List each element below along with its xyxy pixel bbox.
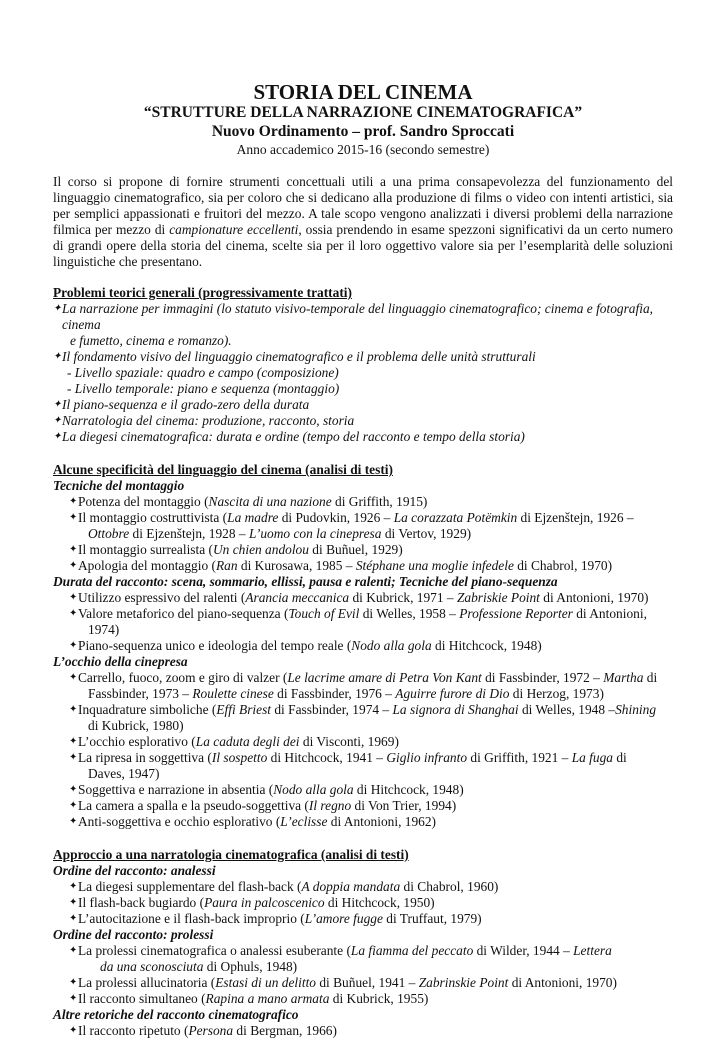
film-title: Effi Briest (216, 702, 272, 717)
film-title: Nascita di una nazione (208, 494, 332, 509)
academic-year: Anno accademico 2015-16 (secondo semestre) (236, 142, 490, 157)
item-text: Fassbinder, 1973 – (88, 686, 193, 701)
list-item (53, 542, 673, 558)
item-text: di Kurosawa, 1985 – (237, 558, 356, 573)
bullet-icon: ✦ (69, 784, 78, 795)
prolepsis-list (53, 943, 673, 1007)
item-text: Piano-sequenza unico e ideologia del tempo reale ( (78, 638, 352, 653)
item-text: di Buñuel, 1929) (308, 542, 403, 557)
item-text: La narrazione per immagini (lo statuto visivo-temporale del linguaggio cinematografico; cinema e fotografia, cinema (62, 301, 653, 332)
bullet-icon: ✦ (69, 592, 78, 603)
item-text: di Antonioni, 1970) (539, 590, 649, 605)
item-text: di Antonioni, (572, 606, 647, 621)
bullet-icon: ✦ (69, 993, 78, 1004)
item-text: di Griffith, 1915) (331, 494, 428, 509)
film-title: Il regno (308, 798, 352, 813)
item-text: di Hitchcock, 1948) (353, 782, 464, 797)
film-title: La madre (227, 510, 279, 525)
item-text: Potenza del montaggio ( (78, 494, 209, 509)
bullet-icon: ✦ (53, 303, 62, 314)
item-continued: 1974) (88, 622, 120, 637)
item-text: di Ejzenštejn, 1926 – (517, 510, 634, 525)
theory-list (53, 301, 673, 445)
bullet-icon: ✦ (69, 672, 78, 683)
course-subtitle: “STRUTTURE DELLA NARRAZIONE CINEMATOGRAFICA” (143, 104, 583, 121)
item-text: Il montaggio costruttivista ( (78, 510, 228, 525)
item-text: La diegesi supplementare del flash-back ( (78, 879, 302, 894)
other-rhetorics-list (53, 1023, 673, 1039)
subsection-heading: Durata del racconto: scena, sommario, ellissi, pausa e ralenti; Tecniche del piano-sequenza (53, 574, 558, 589)
intro-paragraph (53, 174, 673, 270)
bullet-icon: ✦ (53, 351, 62, 362)
item-continued: Daves, 1947) (88, 766, 160, 781)
film-title: Shining (615, 702, 657, 717)
film-title: Aguirre furore di Dio (395, 686, 510, 701)
item-text: Anti-soggettiva e occhio esplorativo ( (78, 814, 281, 829)
item-text: Il fondamento visivo del linguaggio cinematografico e il problema delle unità strutturali (62, 349, 536, 364)
film-title: Nodo alla gola (351, 638, 432, 653)
item-text: Valore metaforico del piano-sequenza ( (78, 606, 289, 621)
list-item (53, 943, 673, 975)
item-text: La prolessi allucinatoria ( (78, 975, 216, 990)
item-text: L’autocitazione e il flash-back improprio ( (78, 911, 305, 926)
list-item (53, 975, 673, 991)
subsection-heading: L’occhio della cinepresa (53, 654, 188, 669)
item-text: di Bergman, 1966) (233, 1023, 337, 1038)
list-item (53, 397, 673, 413)
intro-text-1: Il corso si propone di fornire strumenti concettuali utili a una prima consapevolezza del funzionamento del linguaggio cinematografico, sia per coloro che si dedicano alla produzione di films o video con intenti artistici, sia per semplici appassionati e fruitori del mezzo. A tale scopo vengono analizzati i diversi problemi della narrazione filmica per mezzo di (53, 174, 673, 237)
bullet-icon: ✦ (69, 752, 78, 763)
film-title: L’eclisse (280, 814, 328, 829)
item-text: Utilizzo espressivo del ralenti ( (78, 590, 246, 605)
list-item (53, 814, 673, 830)
bullet-icon: ✦ (69, 800, 78, 811)
film-title: La signora di Shanghai (392, 702, 519, 717)
item-text: di Chabrol, 1970) (513, 558, 613, 573)
list-item (53, 494, 673, 510)
item-text: di Hitchcock, 1941 – (267, 750, 387, 765)
list-item (53, 750, 673, 782)
film-title: Touch of Evil (288, 606, 360, 621)
item-text: Apologia del montaggio ( (78, 558, 216, 573)
list-item (53, 638, 673, 654)
film-title: Rapina a mano armata (205, 991, 330, 1006)
item-text: di Antonioni, 1970) (508, 975, 617, 990)
list-item (53, 702, 673, 734)
bullet-icon: ✦ (53, 415, 62, 426)
item-text: Carrello, fuoco, zoom e giro di valzer ( (78, 670, 288, 685)
list-item (53, 429, 673, 445)
list-item (53, 349, 673, 365)
course-title: STORIA DEL CINEMA (253, 80, 473, 104)
bullet-icon: ✦ (69, 560, 78, 571)
film-title: La fiamma del peccato (350, 943, 474, 958)
film-title: Martha (603, 670, 644, 685)
course-program: Nuovo Ordinamento – prof. Sandro Sproccati (211, 123, 515, 140)
list-item (53, 510, 673, 542)
item-continued (78, 686, 673, 702)
film-title: Il sospetto (211, 750, 268, 765)
list-item (53, 911, 673, 927)
film-title: Giglio infranto (386, 750, 468, 765)
item-text: di Fassbinder, 1974 – (271, 702, 393, 717)
item-text: di Fassbinder, 1976 – (273, 686, 396, 701)
subsection-heading: Altre retoriche del racconto cinematografico (53, 1007, 299, 1022)
film-title: Zabriskie Point (456, 590, 540, 605)
item-text: di Kubrick, 1955) (329, 991, 429, 1006)
bullet-icon: ✦ (53, 431, 62, 442)
item-text: Il flash-back bugiardo ( (78, 895, 205, 910)
film-title: Lettera (573, 943, 612, 958)
item-continued (78, 959, 673, 975)
item-text: di Fassbinder, 1972 – (481, 670, 604, 685)
film-title: La fuga (571, 750, 613, 765)
section-language (53, 462, 673, 830)
analepsis-list (53, 879, 673, 927)
bullet-icon: ✦ (69, 736, 78, 747)
bullet-icon: ✦ (69, 897, 78, 908)
list-item (53, 798, 673, 814)
item-text: Il racconto simultaneo ( (78, 991, 206, 1006)
item-text: di Visconti, 1969) (299, 734, 399, 749)
intro-italic: campionature eccellenti (169, 222, 299, 237)
list-item (53, 413, 673, 429)
film-title: Le lacrime amare di Petra Von Kant (287, 670, 482, 685)
list-item (53, 558, 673, 574)
document-page (53, 80, 673, 1039)
bullet-icon: ✦ (69, 496, 78, 507)
section-narratology (53, 847, 673, 1039)
list-item (53, 782, 673, 798)
item-text: La ripresa in soggettiva ( (78, 750, 212, 765)
film-title: Persona (188, 1023, 234, 1038)
item-text: di Hitchcock, 1948) (431, 638, 542, 653)
section-heading: Alcune specificità del linguaggio del cinema (analisi di testi) (53, 462, 393, 477)
film-title: L’uomo con la cinepresa (248, 526, 382, 541)
section-theory (53, 285, 673, 445)
list-subitem (53, 381, 673, 397)
film-title: Paura in palcoscenico (204, 895, 325, 910)
film-title: Nodo alla gola (273, 782, 354, 797)
film-title: Professione Reporter (459, 606, 573, 621)
film-title: A doppia mandata (301, 879, 401, 894)
item-text: di Kubrick, 1971 – (349, 590, 457, 605)
item-text: Il racconto ripetuto ( (78, 1023, 189, 1038)
film-title: L’amore fugge (304, 911, 383, 926)
item-text-continued: e fumetto, cinema e romanzo). (70, 333, 232, 348)
bullet-icon: ✦ (69, 945, 78, 956)
item-text: di Ejzenštejn, 1928 – (129, 526, 249, 541)
item-text: di Griffith, 1921 – (467, 750, 572, 765)
list-subitem (53, 365, 673, 381)
list-item (53, 734, 673, 750)
item-text: di Vertov, 1929) (381, 526, 472, 541)
film-title: da una sconosciuta (100, 959, 204, 974)
subsection-heading: Ordine del racconto: analessi (53, 863, 216, 878)
item-text: di Von Trier, 1994) (351, 798, 457, 813)
bullet-icon: ✦ (69, 913, 78, 924)
film-title: Zabrinskie Point (418, 975, 509, 990)
bullet-icon: ✦ (53, 399, 62, 410)
item-text: Il montaggio surrealista ( (78, 542, 213, 557)
item-text: La diegesi cinematografica: durata e ordine (tempo del racconto e tempo della storia) (62, 429, 525, 444)
bullet-icon: ✦ (69, 816, 78, 827)
item-text: di (612, 750, 627, 765)
list-item (53, 606, 673, 638)
item-text: di Welles, 1958 – (359, 606, 460, 621)
item-text: di (643, 670, 658, 685)
item-text: di Truffaut, 1979) (382, 911, 482, 926)
film-title: Roulette cinese (192, 686, 274, 701)
film-title: Estasi di un delitto (215, 975, 317, 990)
item-text: di Herzog, 1973) (509, 686, 604, 701)
item-text: di Ophuls, 1948) (203, 959, 298, 974)
item-text: di Welles, 1948 – (518, 702, 616, 717)
camera-eye-list (53, 670, 673, 830)
subsection-heading: Tecniche del montaggio (53, 478, 185, 493)
montage-list (53, 494, 673, 574)
subsection-heading: Ordine del racconto: prolessi (53, 927, 214, 942)
item-text: di Hitchcock, 1950) (324, 895, 435, 910)
subitem-text: - Livello temporale: piano e sequenza (montaggio) (67, 381, 340, 396)
list-item (53, 1023, 673, 1039)
item-text: L’occhio esplorativo ( (78, 734, 196, 749)
film-title: Arancia meccanica (245, 590, 350, 605)
item-text: di Pudovkin, 1926 – (278, 510, 394, 525)
list-item (53, 991, 673, 1007)
duration-list (53, 590, 673, 654)
item-text: La camera a spalla e la pseudo-soggettiva ( (78, 798, 309, 813)
item-continued (78, 526, 673, 542)
bullet-icon: ✦ (69, 704, 78, 715)
bullet-icon: ✦ (69, 608, 78, 619)
item-text: Inquadrature simboliche ( (78, 702, 217, 717)
bullet-icon: ✦ (69, 881, 78, 892)
item-text: di Buñuel, 1941 – (316, 975, 419, 990)
film-title: Un chien andolou (213, 542, 309, 557)
item-continued: di Kubrick, 1980) (88, 718, 184, 733)
list-item (53, 670, 673, 702)
bullet-icon: ✦ (69, 640, 78, 651)
film-title: La caduta degli dei (195, 734, 300, 749)
bullet-icon: ✦ (69, 977, 78, 988)
item-text: di Antonioni, 1962) (327, 814, 437, 829)
intro-text-2: , ossia prendendo in esame spezzoni significativi da un certo numero di grandi opere della storia del cinema, scelte sia per il loro oggettivo valore sia per l’esemplarità delle soluzioni linguistiche che presentano. (53, 222, 673, 269)
bullet-icon: ✦ (69, 544, 78, 555)
film-title: Stéphane una moglie infedele (355, 558, 514, 573)
section-heading: Approccio a una narratologia cinematografica (analisi di testi) (53, 847, 409, 862)
bullet-icon: ✦ (69, 512, 78, 523)
list-item (53, 590, 673, 606)
list-item (53, 301, 673, 349)
item-text: di Chabrol, 1960) (400, 879, 499, 894)
film-title: La corazzata Potëmkin (393, 510, 518, 525)
item-text: Narratologia del cinema: produzione, racconto, storia (62, 413, 355, 428)
film-title: Ran (215, 558, 238, 573)
bullet-icon: ✦ (69, 1025, 78, 1036)
film-title: Ottobre (88, 526, 130, 541)
section-heading: Problemi teorici generali (progressivamente trattati) (53, 285, 352, 300)
item-text: Il piano-sequenza e il grado-zero della durata (62, 397, 310, 412)
item-text: La prolessi cinematografica o analessi esuberante ( (78, 943, 351, 958)
list-item (53, 879, 673, 895)
document-header (53, 80, 673, 158)
subitem-text: - Livello spaziale: quadro e campo (composizione) (67, 365, 339, 380)
list-item (53, 895, 673, 911)
item-text: Soggettiva e narrazione in absentia ( (78, 782, 274, 797)
item-text: di Wilder, 1944 – (473, 943, 574, 958)
